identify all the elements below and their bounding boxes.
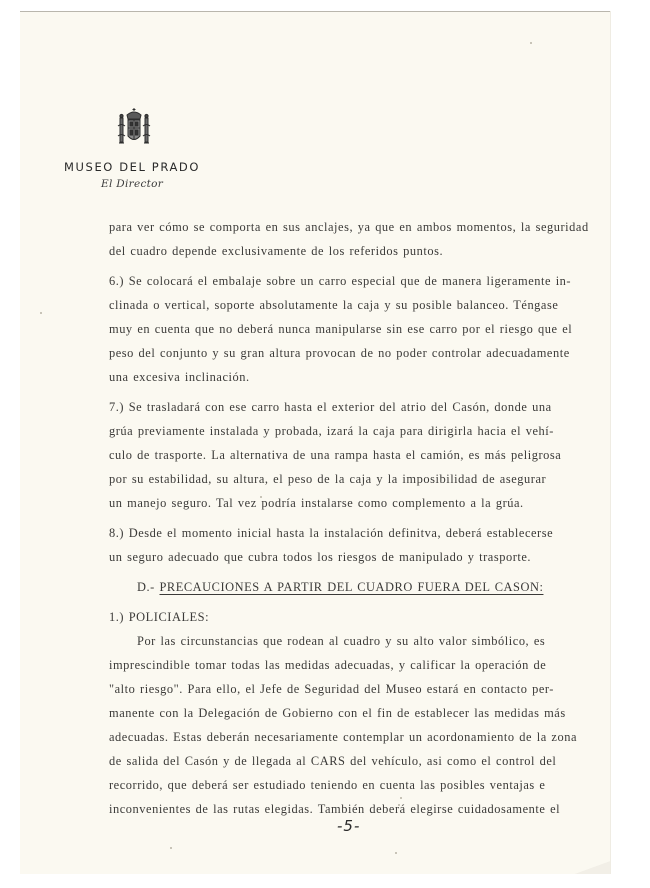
text-line: 7.) Se trasladará con ese carro hasta el exterior del atrio del Casón, donde una (109, 400, 552, 414)
text-line: un seguro adecuado que cubra todos los riesgos de manipulado y trasporte. (109, 550, 532, 564)
text-line: manente con la Delegación de Gobierno con el fin de establecer las medidas más (109, 706, 566, 720)
text-line: "alto riesgo". Para ello, el Jefe de Seguridad del Museo estará en contacto per- (109, 682, 554, 696)
text-line: inconvenientes de las rutas elegidas. También deberá elegirse cuidadosamente el (109, 802, 561, 816)
signatory-title: El Director (101, 178, 164, 190)
policiales-paragraph (109, 632, 619, 824)
text-line: un manejo seguro. Tal vez podría instalarse como complemento a la grúa. (109, 496, 524, 510)
text-line: culo de trasporte. La alternativa de una rampa hasta el camión, es más peligrosa (109, 448, 562, 462)
text-line: recorrido, que deberá ser estudiado teniendo en cuenta las posibles ventajas e (109, 778, 546, 792)
text-line: por su estabilidad, su altura, el peso de la caja y la imposibilidad de asegurar (109, 472, 547, 486)
text-line: peso del conjunto y su gran altura provocan de no poder controlar adecuadamente (109, 346, 570, 360)
text-line: para ver cómo se comporta en sus anclajes, ya que en ambos momentos, la seguridad (109, 220, 589, 234)
section-d-heading (109, 578, 619, 602)
paper-speck (395, 852, 397, 854)
paper-speck (40, 312, 42, 314)
text-line: adecuadas. Estas deberán necesariamente contemplar un acordonamiento de la zona (109, 730, 578, 744)
paper-speck (170, 847, 172, 849)
section-d-prefix: D.- (137, 580, 160, 594)
page-number: -5- (337, 817, 361, 835)
text-line: 6.) Se colocará el embalaje sobre un carro especial que de manera ligeramente in- (109, 274, 572, 288)
text-line: imprescindible tomar todas las medidas adecuadas, y calificar la operación de (109, 658, 547, 672)
document-body (109, 218, 619, 824)
text-line: una excesiva inclinación. (109, 370, 250, 384)
text-line: grúa previamente instalada y probada, izará la caja para dirigirla hacia el vehí- (109, 424, 554, 438)
item-6-paragraph (109, 272, 619, 392)
spanish-coat-of-arms-icon (114, 106, 154, 148)
continuation-paragraph (109, 218, 619, 266)
section-d-title: PRECAUCIONES A PARTIR DEL CUADRO FUERA DEL CASON: (159, 580, 544, 594)
item-7-paragraph (109, 398, 619, 518)
paper-speck (530, 42, 532, 44)
text-line: del cuadro depende exclusivamente de los referidos puntos. (109, 244, 444, 258)
item-8-paragraph (109, 524, 619, 572)
text-line: 8.) Desde el momento inicial hasta la instalación definitva, deberá establecerse (109, 526, 554, 540)
subsection-1-label: 1.) POLICIALES: (109, 610, 210, 624)
text-line: Por las circunstancias que rodean al cuadro y su alto valor simbólico, es (137, 634, 546, 648)
institution-name: MUSEO DEL PRADO (64, 160, 201, 174)
text-line: de salida del Casón y de llegada al CARS del vehículo, asi como el control del (109, 754, 557, 768)
text-line: clinada o vertical, soporte absolutamente la caja y su posible balanceo. Téngase (109, 298, 559, 312)
text-line: muy en cuenta que no deberá nunca manipularse sin ese carro por el riesgo que el (109, 322, 573, 336)
